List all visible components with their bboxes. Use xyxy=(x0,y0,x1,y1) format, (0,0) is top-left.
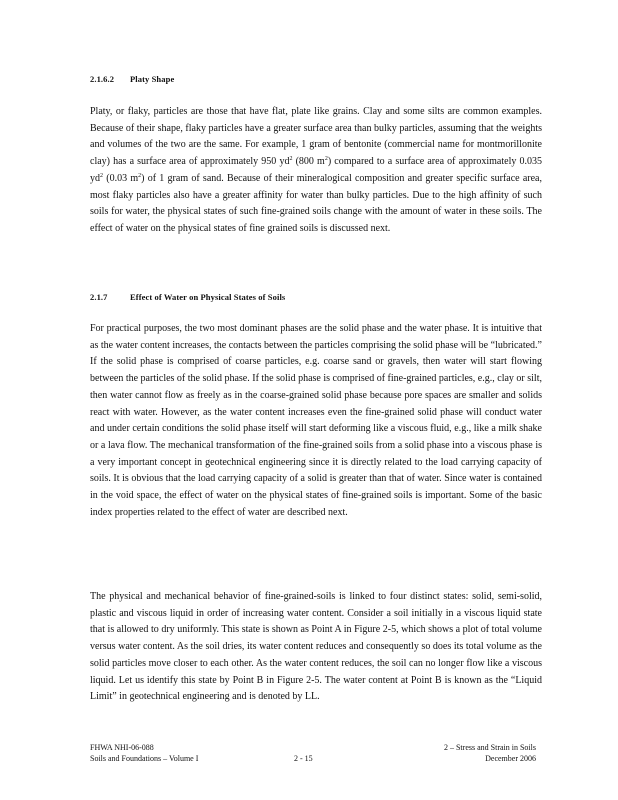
paragraph-physical-states: The physical and mechanical behavior of fine-grained-soils is linked to four distinct states: solid, semi-solid, plastic and viscous liquid in order of increasing water content. Consider a soil initially in a viscous liquid state that is allowed to dry uniformly. This state is shown as Point A in Figure 2-5, which shows a plot of total volume versus water content. As the soil dries, its water content reduces and consequently so does its total volume as the solid particles move closer to each other. As the water content reduces, the soil can no longer flow like a viscous liquid. Let us identify this state by Point B in Figure 2-5. The water content at Point B is known as the “Liquid Limit” in geotechnical engineering and is denoted by LL. xyxy=(90,591,542,703)
footer-right xyxy=(444,742,536,764)
footer-document-title: Soils and Foundations – Volume I xyxy=(90,754,199,763)
section-heading-platy-shape xyxy=(90,74,174,84)
section-number: 2.1.7 xyxy=(90,292,108,302)
footer-document-id: FHWA NHI-06-088 xyxy=(90,743,154,752)
section-number: 2.1.6.2 xyxy=(90,74,115,84)
footer-chapter-title: 2 – Stress and Strain in Soils xyxy=(443,743,536,752)
page-number: 2 - 15 xyxy=(294,754,313,763)
footer-left xyxy=(90,742,198,764)
section-title: Platy Shape xyxy=(130,74,175,84)
paragraph-effect-of-water: For practical purposes, the two most dominant phases are the solid phase and the water phase. It is intuitive that as the water content increases, the contacts between the particles comprising the solid phase will be “lubricated.” If the solid phase is comprised of coarse particles, e.g. coarse sand or gravels, then water will start flowing between the particles of the solid phase. If the solid phase is comprised of fine-grained particles, e.g., clay or silt, then water cannot flow as freely as in the coarse-grained solid phase because pore spaces are smaller and solids react with water. However, as the water content increases even the fine-grained solid phase will conduct water and under certain conditions the solid phase itself will start deforming like a viscous fluid, e.g., like a milk shake or a lava flow. The mechanical transformation of the fine-grained soils from a solid phase into a viscous phase is a very important concept in geotechnical engineering since it is directly related to the load carrying capacity of soils. It is obvious that the load carrying capacity of a solid is greater than that of water. Since water is contained in the void space, the effect of water on the physical states of fine-grained soils is important. Some of the basic index properties related to the effect of water are described next. xyxy=(90,323,542,518)
section-heading-effect-of-water xyxy=(90,292,285,302)
footer-date: December 2006 xyxy=(485,754,536,763)
section-title: Effect of Water on Physical States of Soils xyxy=(130,292,286,302)
paragraph-platy-shape: Platy, or flaky, particles are those that have flat, plate like grains. Clay and some silts are common examples. Because of their shape, flaky particles have a greater surface area than bulky particles, assuming that the weights and volumes of the two are the same. For example, 1 gram of bentonite (commercial name for montmorillonite clay) has a surface area of approximately 950 $yd^2$ (800 $m^2$) compared to a surface area of approximately 0.035 $yd^2$ (0.03 $m^2$) of 1 gram of sand. Because of their mineralogical composition and greater specific surface area, most flaky particles also have a greater affinity for water than bulky particles. Due to the high affinity of such soils for water, the physical states of such fine-grained soils change with the amount of water in these soils. The effect of water on the physical states of fine grained soils is discussed next. xyxy=(90,106,543,234)
